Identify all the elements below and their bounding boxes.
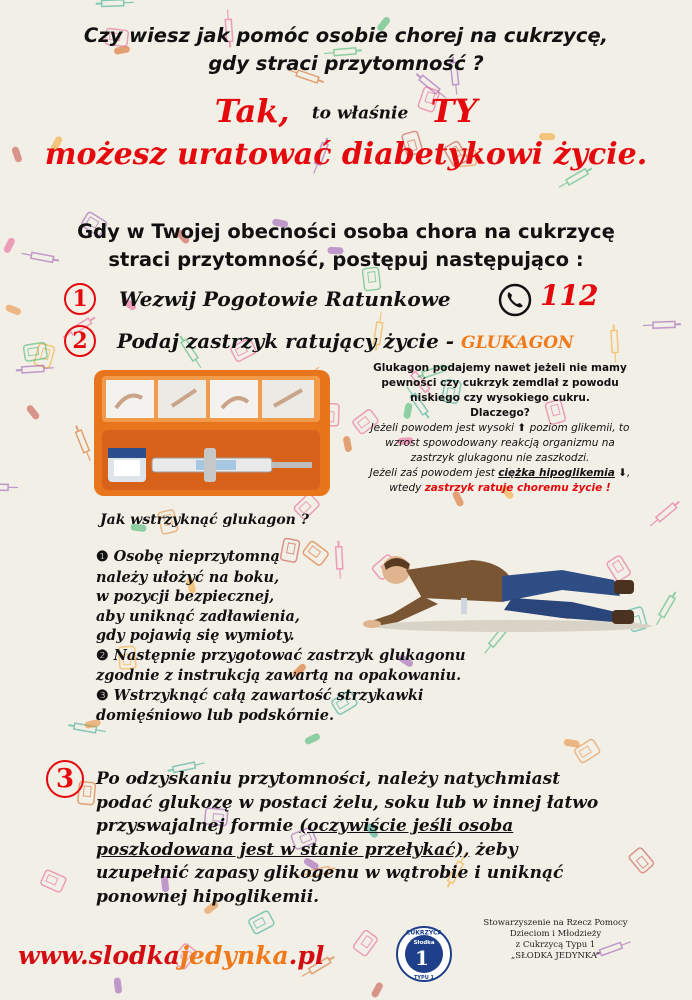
instruction-line: domięśniowo lub podskórnie. [96,707,335,724]
info-line: pewności czy cukrzyk zemdlał z powodu [381,377,619,389]
after-recovery-text [96,768,666,909]
step-1 [64,283,451,315]
step-2-number: 2 [64,325,96,357]
instruction-line: Osobę nieprzytomną [113,548,280,565]
org-line: „SŁODKA JEDYNKA” [510,951,601,961]
website-link[interactable] [18,941,324,970]
glucagon-info: Glukagon podajemy nawet jeżeli nie mamy pewności czy cukrzyk zemdlał z powodu niskiego czy wysokiego cukru. Dlaczego? Jeżeli powodem jest wysoki ⬆ poziom glikemii, to wzrost spowodowany reakcją organizmu na zastrzyk glukagonu nie zaszkodzi. Jeżeli zaś powodem jest ciężka hipoglikemia ⬇, wtedy zastrzyk ratuje choremu życie ! [350,361,650,496]
phone-icon [498,283,532,317]
after-line: uzupełnić zapasy glikogenu w wątrobie i uniknąć [96,863,564,883]
info-line: wtedy [389,482,422,494]
logo-text-mid: Słodka [413,940,435,946]
info-line: zastrzyk glukagonu nie zaszkodzi. [410,452,590,464]
url-part: www.slodka [18,941,180,970]
instruction-line: w pozycji bezpiecznej, [96,588,275,605]
step-3-number: 3 [46,760,84,798]
glukagon-highlight: GLUKAGON [461,333,574,353]
glucagon-kit-image [92,368,332,498]
intro-line-2: straci przytomność, postępuj następująco : [108,248,584,271]
logo-number: 1 [415,946,429,970]
intro-line-1: Gdy w Twojej obecności osoba chora na cukrzycę [77,220,615,243]
emergency-number: 112 [540,279,599,312]
arrow-up-icon: ⬆ [517,422,527,434]
after-line: przyswajalnej formie [96,816,294,836]
logo-text-bottom: TYPU 1 [414,975,434,981]
info-line: Dlaczego? [470,407,530,419]
after-line-underlined: (oczywiście jeśli osoba [299,816,514,836]
recovery-position-image [352,540,652,640]
info-line: niskiego czy wysokiego cukru. [410,392,590,404]
tak-ty-line [0,92,692,130]
question-text [0,22,692,78]
instruction-line: gdy pojawią się wymioty. [96,627,295,644]
org-line: Dzieciom i Młodzieży [509,929,602,939]
after-line: żeby [475,839,518,860]
org-line: Stowarzyszenie na Rzecz Pomocy [483,918,628,928]
after-line-underlined: poszkodowana jest w stanie przełykać), [96,839,470,860]
tak-word: Tak, [214,92,290,130]
hypoglycemia-term: ciężka hipoglikemia [498,467,615,479]
instruction-line: zgodnie z instrukcją zawartą na opakowaniu. [96,667,462,684]
step-1-text: Wezwij Pogotowie Ratunkowe [118,287,451,311]
bullet-3-icon: ❸ [96,687,109,704]
url-part: .pl [288,941,325,970]
info-line: wzrost spowodowany reakcją organizmu na [385,437,615,449]
bullet-2-icon: ❷ [96,647,109,664]
instruction-line: Następnie przygotować zastrzyk glukagonu [113,646,466,664]
logo-text-top: CUKRZYCA [405,929,443,937]
organization-logo [396,926,452,982]
instruction-line: należy ułożyć na boku, [96,568,280,586]
how-to-title: Jak wstrzyknąć glukagon ? [100,512,309,528]
step-1-number: 1 [64,283,96,315]
info-line: Jeżeli zaś powodem jest [369,467,495,479]
lifesaving-note: zastrzyk ratuje choremu życie ! [424,482,611,494]
instruction-line: Wstrzyknąć całą zawartość strzykawki [113,686,424,704]
url-part: jedynka [180,941,289,970]
after-line: ponownej hipoglikemii. [96,886,320,907]
question-line-1: Czy wiesz jak pomóc osobie chorej na cukrzycę, [83,24,609,47]
info-line: poziom glikemii, to [529,422,630,434]
info-line: Jeżeli powodem jest wysoki [370,422,515,434]
bullet-1-icon: ❶ [96,549,109,565]
to-wlasnie: to właśnie [311,103,409,124]
intro-text [0,218,692,274]
step-2-text: Podaj zastrzyk ratujący życie - [116,329,455,353]
after-line: Po odzyskaniu przytomności, należy natychmiast [96,769,561,789]
info-line: Glukagon podajemy nawet jeżeli nie mamy [373,362,627,374]
ty-word: TY [430,92,478,130]
save-headline: możesz uratować diabetykowi życie. [44,137,648,172]
organization-name [468,918,643,962]
question-line-2: gdy straci przytomność ? [208,52,484,75]
step-2 [64,325,574,357]
after-line: podać glukozę w postaci żelu, soku lub w innej łatwo [96,792,599,813]
org-line: z Cukrzycą Typu 1 [515,940,596,950]
instruction-line: aby uniknąć zadławienia, [96,607,300,625]
arrow-down-icon: ⬇ [618,467,628,479]
